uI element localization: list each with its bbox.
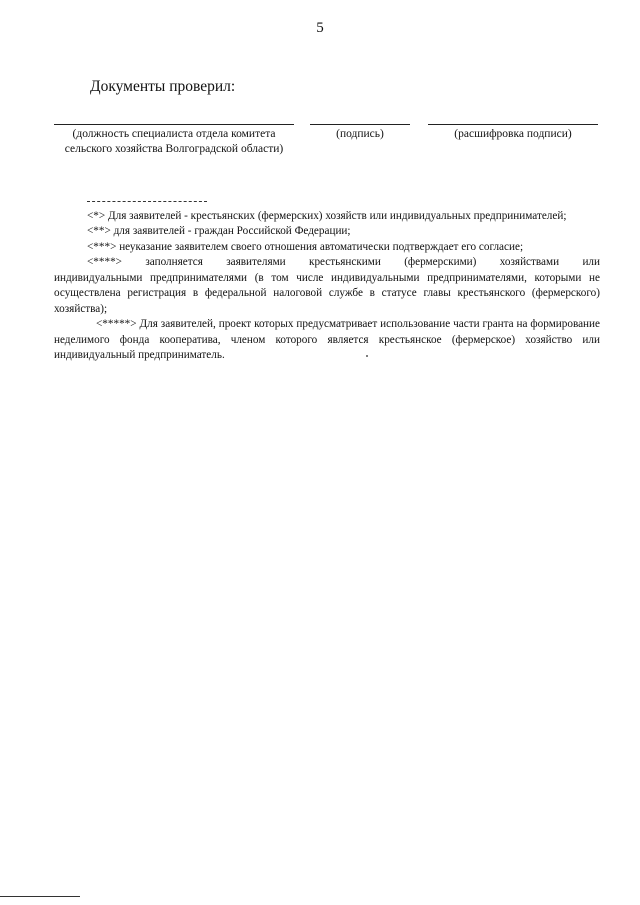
footnote-3: <***> неуказание заявителем своего отношения автоматически подтверждает его согласие; [87, 240, 524, 253]
documents-checked-heading: Документы проверил: [90, 78, 236, 95]
position-signature-line [54, 124, 294, 125]
bottom-rule [0, 896, 80, 897]
stray-mark [366, 355, 368, 357]
signature-line [310, 124, 410, 125]
footnote-4-first-line: <****> заполняется заявителями крестьянскими (фермерскими) хозяйствами или [87, 256, 600, 269]
footnote-5: <*****> Для заявителей, проект которых предусматривает использование части гранта на формирование неделимого фонда кооператива, членом которого является крестьянское (фермерское) хозяйство или индивидуальный предприниматель. [54, 318, 600, 362]
footnotes [54, 209, 600, 364]
signature-decode-caption: (расшифровка подписи) [454, 128, 572, 140]
footnote-4-continuation: индивидуальными предпринимателями (в том числе индивидуальными предпринимателями, которыми не осуществлена регистрация в федеральной налоговой службе в статусе главы крестьянского (фермерского) хозяйства); [54, 271, 600, 315]
footnote-separator [87, 201, 207, 202]
position-caption: (должность специалиста отдела комитета сельского хозяйства Волгоградской области) [64, 128, 284, 156]
page-number: 5 [316, 20, 324, 36]
footnote-2: <**> для заявителей - граждан Российской Федерации; [87, 225, 351, 238]
footnote-1: <*> Для заявителей - крестьянских (фермерских) хозяйств или индивидуальных предпринимателей; [87, 210, 567, 222]
signature-caption: (подпись) [336, 128, 384, 140]
decode-signature-line [428, 124, 598, 125]
